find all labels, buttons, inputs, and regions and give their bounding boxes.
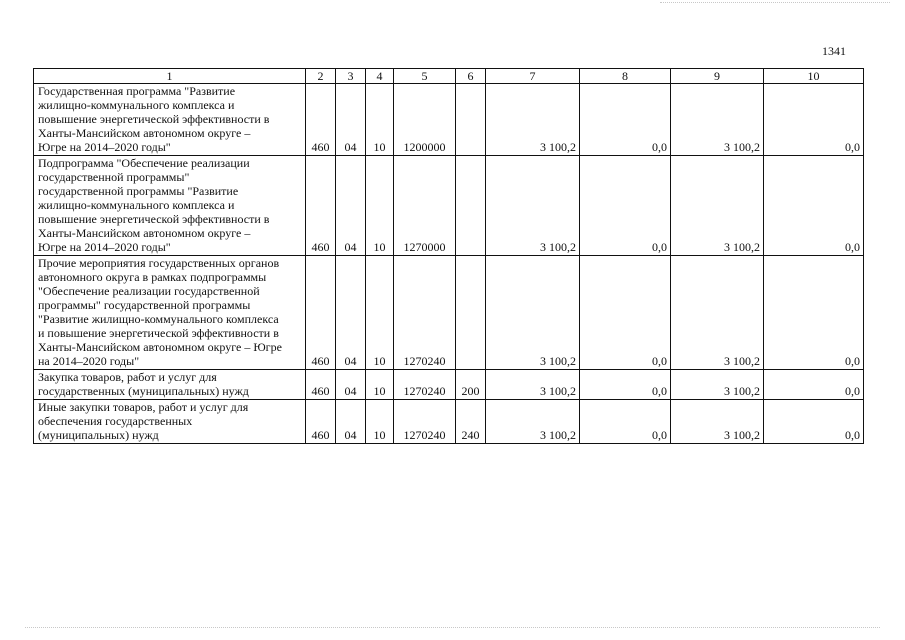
row-name-text: Государственная программа "Развитие жилищно-коммунального комплекса и повышение энергетической эффективности в Ханты-Мансийском автономном округе – Югре на 2014–2020 годы" <box>38 84 270 154</box>
cell-amount-col8: 0,0 <box>580 156 671 256</box>
cell-expense-type: 240 <box>456 400 486 444</box>
cell-amount-col10: 0,0 <box>764 256 864 370</box>
row-name <box>34 400 306 444</box>
column-header: 9 <box>671 69 764 84</box>
row-name <box>34 156 306 256</box>
column-header: 2 <box>306 69 336 84</box>
cell-admin-code: 460 <box>306 370 336 400</box>
cell-amount-col8: 0,0 <box>580 370 671 400</box>
table-row <box>34 84 864 156</box>
cell-amount-total: 3 100,2 <box>486 84 580 156</box>
cell-amount-col9: 3 100,2 <box>671 400 764 444</box>
cell-subsection: 10 <box>366 256 394 370</box>
column-header: 5 <box>394 69 456 84</box>
column-header: 1 <box>34 69 306 84</box>
cell-section: 04 <box>336 370 366 400</box>
row-name-text: Прочие мероприятия государственных органов автономного округа в рамках подпрограммы "Обеспечение реализации государственной программы" государственной программы "Развитие жилищно-коммунального комплекса и повышение энергетической эффективности в Ханты-Мансийском автономном округе – Югре на 2014–2020 годы" <box>38 256 282 368</box>
budget-table <box>33 68 864 444</box>
cell-subsection: 10 <box>366 84 394 156</box>
cell-section: 04 <box>336 256 366 370</box>
cell-subsection: 10 <box>366 370 394 400</box>
cell-target-article: 1200000 <box>394 84 456 156</box>
cell-admin-code: 460 <box>306 84 336 156</box>
row-name-text: Иные закупки товаров, работ и услуг для обеспечения государственных (муниципальных) нужд <box>38 400 249 442</box>
scan-artifact-bottom <box>25 627 880 629</box>
cell-admin-code: 460 <box>306 400 336 444</box>
table-row <box>34 256 864 370</box>
cell-amount-total: 3 100,2 <box>486 256 580 370</box>
column-header: 10 <box>764 69 864 84</box>
cell-target-article: 1270240 <box>394 370 456 400</box>
cell-subsection: 10 <box>366 156 394 256</box>
cell-amount-col9: 3 100,2 <box>671 156 764 256</box>
cell-target-article: 1270240 <box>394 400 456 444</box>
cell-admin-code: 460 <box>306 156 336 256</box>
table-row <box>34 370 864 400</box>
column-header: 8 <box>580 69 671 84</box>
row-name-text: Закупка товаров, работ и услуг для государственных (муниципальных) нужд <box>38 370 249 398</box>
table-row <box>34 400 864 444</box>
cell-section: 04 <box>336 84 366 156</box>
column-header: 7 <box>486 69 580 84</box>
cell-amount-total: 3 100,2 <box>486 400 580 444</box>
page-number: 1341 <box>822 44 846 58</box>
cell-amount-col8: 0,0 <box>580 84 671 156</box>
cell-subsection: 10 <box>366 400 394 444</box>
column-header: 4 <box>366 69 394 84</box>
cell-expense-type <box>456 256 486 370</box>
cell-amount-total: 3 100,2 <box>486 370 580 400</box>
row-name <box>34 84 306 156</box>
cell-expense-type <box>456 156 486 256</box>
cell-admin-code: 460 <box>306 256 336 370</box>
header-row <box>34 69 864 84</box>
row-name <box>34 370 306 400</box>
cell-target-article: 1270240 <box>394 256 456 370</box>
cell-amount-col9: 3 100,2 <box>671 370 764 400</box>
table-row <box>34 156 864 256</box>
cell-amount-col9: 3 100,2 <box>671 256 764 370</box>
cell-expense-type: 200 <box>456 370 486 400</box>
cell-amount-col10: 0,0 <box>764 156 864 256</box>
row-name <box>34 256 306 370</box>
row-name-text: Подпрограмма "Обеспечение реализации государственной программы" государственной программы "Развитие жилищно-коммунального комплекса и повышение энергетической эффективности в Ханты-Мансийском автономном округе – Югре на 2014–2020 годы" <box>38 156 270 254</box>
cell-amount-col9: 3 100,2 <box>671 84 764 156</box>
cell-section: 04 <box>336 400 366 444</box>
cell-amount-total: 3 100,2 <box>486 156 580 256</box>
cell-amount-col8: 0,0 <box>580 400 671 444</box>
cell-amount-col10: 0,0 <box>764 400 864 444</box>
cell-expense-type <box>456 84 486 156</box>
cell-amount-col10: 0,0 <box>764 84 864 156</box>
column-header: 3 <box>336 69 366 84</box>
cell-amount-col10: 0,0 <box>764 370 864 400</box>
scan-artifact-top <box>660 2 890 4</box>
cell-amount-col8: 0,0 <box>580 256 671 370</box>
cell-section: 04 <box>336 156 366 256</box>
cell-target-article: 1270000 <box>394 156 456 256</box>
column-header: 6 <box>456 69 486 84</box>
